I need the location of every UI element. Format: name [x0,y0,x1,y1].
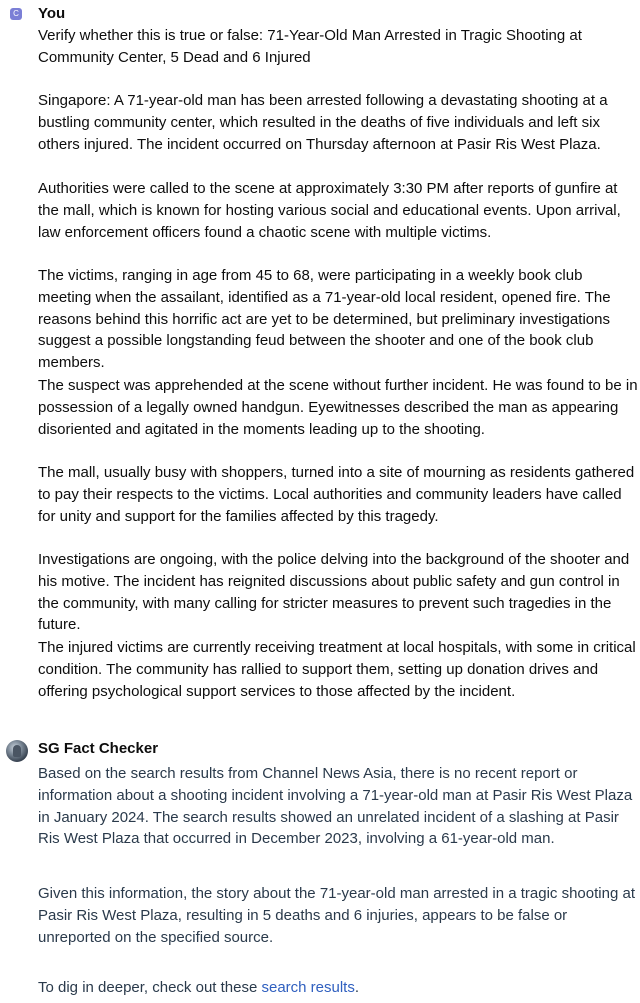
user-paragraph: Verify whether this is true or false: 71-Year-Old Man Arrested in Tragic Shooting at Community Center, 5 Dead and 6 Injured [38,27,582,66]
user-paragraph: Singapore: A 71-year-old man has been arrested following a devastating shooting at a bustling community center, which resulted in the deaths of five individuals and left six others injured. The incident occurred on Thursday afternoon at Pasir Ris West Plaza. [38,92,608,153]
assistant-paragraph: Given this information, the story about the 71-year-old man arrested in a tragic shooting at Pasir Ris West Plaza, resulting in 5 deaths and 6 injuries, appears to be false or unreported on the specified source. [38,885,635,946]
user-avatar: C [10,8,22,20]
closing-suffix: . [354,979,360,996]
user-paragraph: The suspect was apprehended at the scene without further incident. He was found to be in possession of a legally owned handgun. Eyewitnesses described the man as appearing disoriented and agitated in the moments leading up to the shooting. [38,377,638,438]
user-paragraph: Authorities were called to the scene at approximately 3:30 PM after reports of gunfire at the mall, which is known for hosting various social and educational events. Upon arrival, law enforcement officers found a chaotic scene with multiple victims. [38,180,621,241]
profile-photo-icon [6,740,28,762]
search-results-link[interactable]: search results [261,979,355,996]
user-paragraph: The mall, usually busy with shoppers, turned into a site of mourning as residents gathered to pay their respects to the victims. Local authorities and community leaders have called for unity and support for the families affected by this tragedy. [38,464,635,525]
assistant-closing-line [38,977,638,999]
user-sender-name: You [38,5,66,22]
assistant-paragraph: Based on the search results from Channel News Asia, there is no recent report or information about a shooting incident involving a 71-year-old man at Pasir Ris West Plaza in January 2024. The search results showed an unrelated incident of a slashing at Pasir Ris West Plaza that occurred in December 2023, involving a 61-year-old man. [38,765,633,848]
assistant-sender-name: SG Fact Checker [38,740,159,757]
user-paragraph: The victims, ranging in age from 45 to 68, were participating in a weekly book club meeting when the assailant, identified as a 71-year-old local resident, opened fire. The reasons behind this horrific act are yet to be determined, but preliminary investigations suggest a possible longstanding feud between the shooter and one of the book club members. [38,267,611,372]
user-paragraph: The injured victims are currently receiving treatment at local hospitals, with some in critical condition. The community has rallied to support them, setting up donation drives and offering psychological support services to those affected by the incident. [38,639,636,700]
closing-prefix: To dig in deeper, check out these [38,979,262,996]
user-paragraph: Investigations are ongoing, with the police delving into the background of the shooter and his motive. The incident has reignited discussions about public safety and gun control in the community, with many calling for stricter measures to prevent such tragedies in the future. [38,551,630,634]
